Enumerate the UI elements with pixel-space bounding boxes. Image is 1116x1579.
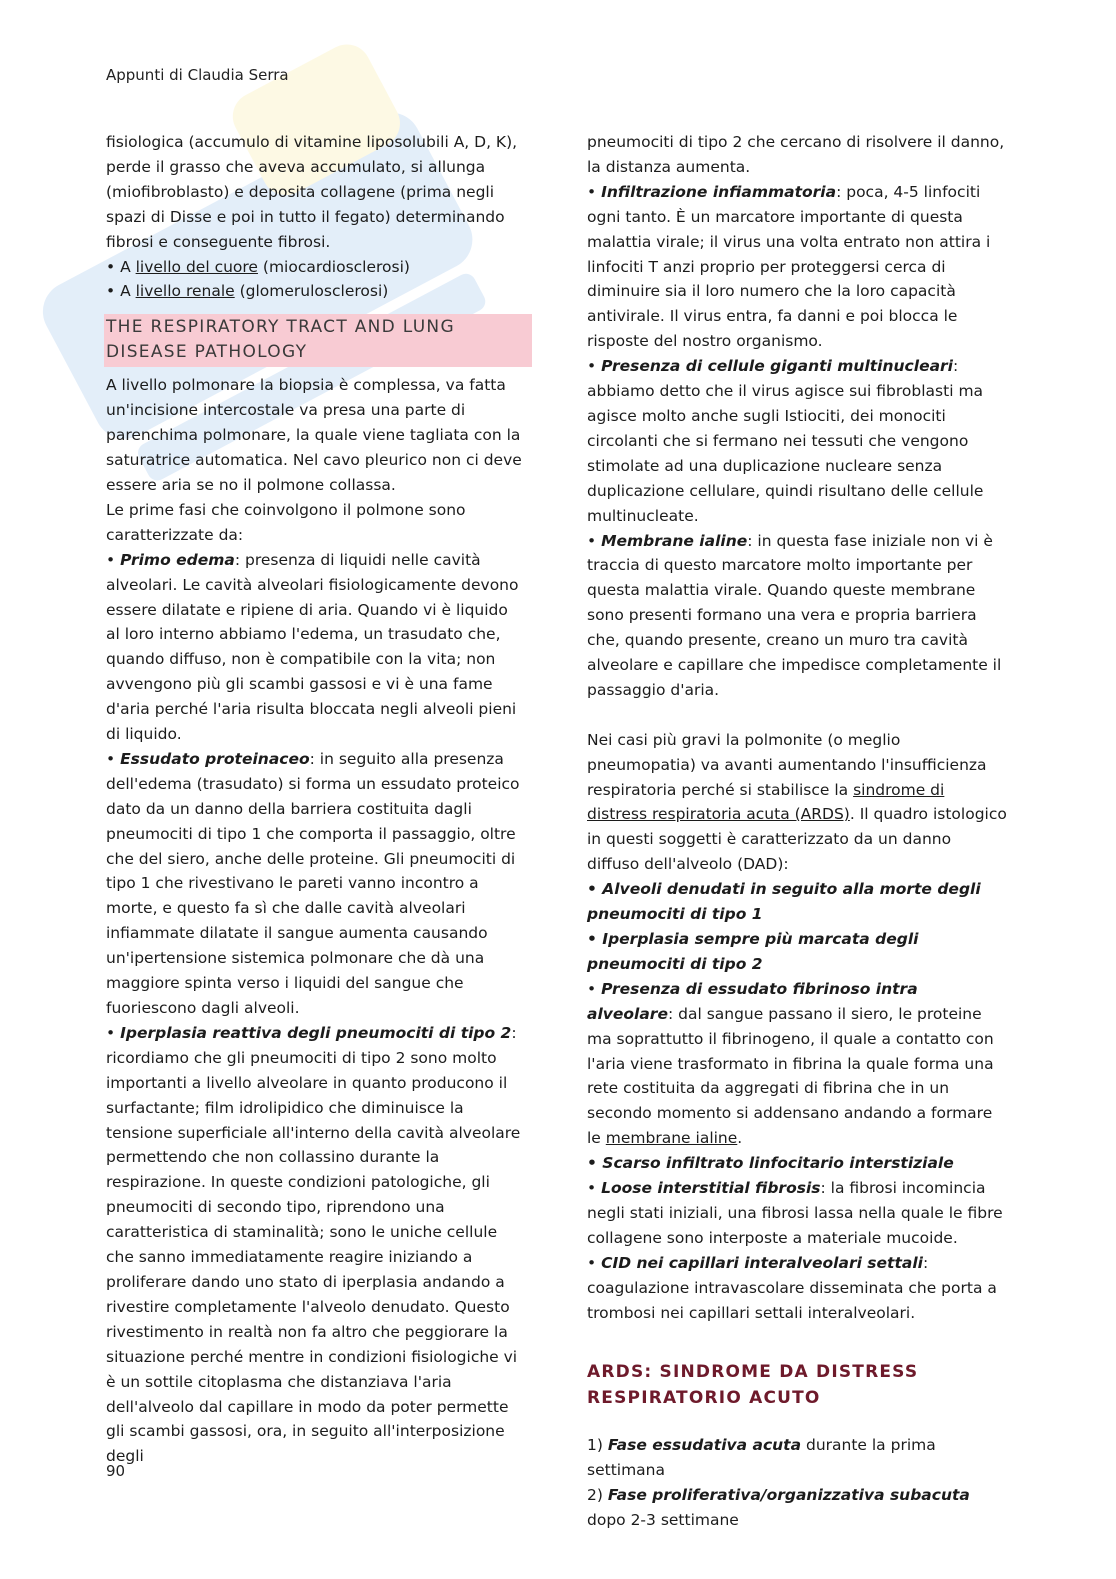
- list-item: • A livello renale (glomerulosclerosi): [106, 282, 389, 301]
- phase-item: 1) Fase essudativa acuta durante la prima settimana: [587, 1436, 936, 1480]
- paragraph: A livello polmonare la biopsia è complessa, va fatta un'incisione intercostale va presa una parte di parenchima polmonare, la quale viene tagliata con la saturatrice automatica. Nel cavo pleurico non ci deve essere aria se no il polmone collassa.: [106, 376, 522, 494]
- running-header: Appunti di Claudia Serra: [106, 66, 289, 84]
- link-membrane-ialine[interactable]: membrane ialine: [605, 1129, 738, 1148]
- ards-heading: ARDS: SINDROME DA DISTRESS RESPIRATORIO ACUTO: [587, 1362, 919, 1409]
- left-column: [106, 130, 526, 1469]
- spacer: [587, 1325, 1007, 1359]
- list-item: • Infiltrazione infiammatoria: poca, 4-5 linfociti ogni tanto. È un marcatore importante di questa malattia virale; il virus una volta entrato non attira i linfociti T anzi proprio per proteggersi cerca di diminuire sia il loro numero che la loro capacità antivirale. Il virus entra, fa danni e poi blocca le risposte del nostro organismo.: [587, 182, 991, 351]
- list-item: • Alveoli denudati in seguito alla morte degli pneumociti di tipo 1: [587, 880, 981, 924]
- term: Presenza di cellule giganti multinucleari: [601, 357, 953, 376]
- list-item: • Scarso infiltrato linfocitario interstiziale: [587, 1154, 954, 1173]
- list-item: • Essudato proteinaceo: in seguito alla presenza dell'edema (trasudato) si forma un essudato proteico dato da un danno della barriera costituita dagli pneumociti di tipo 1 che comporta il passaggio, oltre che del siero, anche delle proteine. Gli pneumociti di tipo 1 che rivestivano le pareti vanno incontro a morte, e questo fa sì che dalle cavità alveolari infiammate dilatate il sangue aumenta causando un'ipertensione sistemica polmonare che dà una maggiore spinta verso i liquidi del sangue che fuoriescono dagli alveoli.: [106, 749, 520, 1017]
- term: Loose interstitial fibrosis: [601, 1179, 821, 1198]
- right-column: [587, 130, 1007, 1533]
- list-item: • Presenza di cellule giganti multinucleari: abbiamo detto che il virus agisce sui fibroblasti ma agisce molto anche sugli Istiociti, dei monociti circolanti che si fermano nei tessuti che vengono stimolate ad una duplicazione nucleare senza duplicazione cellulare, quindi risultano delle cellule multinucleate.: [587, 357, 984, 525]
- phase-item: 2) Fase proliferativa/organizzativa subacuta dopo 2-3 settimane: [587, 1486, 970, 1530]
- term: Iperplasia reattiva degli pneumociti di tipo 2: [120, 1023, 512, 1042]
- paragraph: pneumociti di tipo 2 che cercano di risolvere il danno, la distanza aumenta.: [587, 133, 1005, 176]
- term: Essudato proteinaceo: [120, 749, 310, 768]
- link-livello-renale[interactable]: livello renale: [135, 282, 235, 301]
- term: Fase essudativa acuta: [607, 1436, 802, 1455]
- term: CID nei capillari interalveolari settali: [601, 1253, 923, 1272]
- list-item: • Presenza di essudato fibrinoso intra alveolare: dal sangue passano il siero, le proteine ma soprattutto il fibrinogeno, il quale a contatto con l'aria viene trasformato in fibrina la quale forma una rete costituita da aggregati di fibrina che in un secondo momento si addensano andando a formare le membrane ialine.: [587, 979, 994, 1148]
- paragraph: Nei casi più gravi la polmonite (o meglio pneumopatia) va avanti aumentando l'insufficienza respiratoria perché si stabilisce la sindrome di distress respiratoria acuta (ARDS). Il quadro istologico in questi soggetti è caratterizzato da un danno diffuso dell'alveolo (DAD):: [587, 730, 1007, 874]
- link-livello-cuore[interactable]: livello del cuore: [135, 257, 258, 276]
- list-item: • Membrane ialine: in questa fase iniziale non vi è traccia di questo marcatore molto importante per questa malattia virale. Quando queste membrane sono presenti formano una vera e propria barriera che, quando presente, creano un muro tra cavità alveolare e capillare che impedisce completamente il passaggio d'aria.: [587, 531, 1002, 699]
- link-ards[interactable]: sindrome di distress respiratoria acuta (ARDS): [587, 780, 945, 824]
- page-number: 90: [106, 1462, 126, 1480]
- list-item: • A livello del cuore (miocardiosclerosi): [106, 257, 410, 276]
- paragraph: fisiologica (accumulo di vitamine liposolubili A, D, K), perde il grasso che aveva accumulato, si allunga (miofibroblasto) e deposita collagene (prima negli spazi di Disse e poi in tutto il fegato) determinando fibrosi e conseguente fibrosi.: [106, 133, 518, 251]
- term: Presenza di essudato fibrinoso intra alveolare: [587, 979, 918, 1023]
- list-item: • Iperplasia reattiva degli pneumociti di tipo 2: ricordiamo che gli pneumociti di tipo 2 sono molto importanti a livello alveolare in quanto producono il surfactante; film idrolipidico che diminuisce la tensione superficiale all'interno della cavità alveolare permettendo che non collassino durante la respirazione. In queste condizioni patologiche, gli pneumociti di secondo tipo, riprendono una caratteristica di staminalità; sono le uniche cellule che sanno immediatamente reagire iniziando a proliferare dando uno stato di iperplasia andando a rivestire completamente l'alveolo denudato. Questo rivestimento in realtà non fa altro che peggiorare la situazione perché mentre in condizioni fisiologiche vi è un sottile citoplasma che distanziava l'aria dell'alveolo dal capillare in modo da poter permette gli scambi gassosi, ora, in seguito all'interposizione degli: [106, 1023, 521, 1466]
- paragraph: Le prime fasi che coinvolgono il polmone sono caratterizzate da:: [106, 500, 466, 544]
- list-item: • Primo edema: presenza di liquidi nelle cavità alveolari. Le cavità alveolari fisiologicamente devono essere dilatate e ripiene di aria. Quando vi è liquido al loro interno abbiamo l'edema, un trasudato che, quando diffuso, non è compatibile con la vita; non avvengono più gli scambi gassosi e vi è una fame d'aria perché l'aria risulta bloccata negli alveoli pieni di liquido.: [106, 550, 519, 744]
- term: Membrane ialine: [601, 531, 748, 550]
- spacer: [587, 703, 1007, 728]
- section-title: THE RESPIRATORY TRACT AND LUNG DISEASE PATHOLOGY: [104, 314, 532, 367]
- term: Fase proliferativa/organizzativa subacuta: [607, 1486, 970, 1505]
- term: Primo edema: [120, 550, 235, 569]
- list-item: • CID nei capillari interalveolari settali: coagulazione intravascolare disseminata che porta a trombosi nei capillari settali interalveolari.: [587, 1253, 997, 1322]
- term: Infiltrazione infiammatoria: [601, 182, 837, 201]
- spacer: [587, 1411, 1007, 1433]
- list-item: • Loose interstitial fibrosis: la fibrosi incomincia negli stati iniziali, una fibrosi lassa nella quale le fibre collagene sono interposte a materiale mucoide.: [587, 1179, 1003, 1247]
- list-item: • Iperplasia sempre più marcata degli pneumociti di tipo 2: [587, 929, 919, 973]
